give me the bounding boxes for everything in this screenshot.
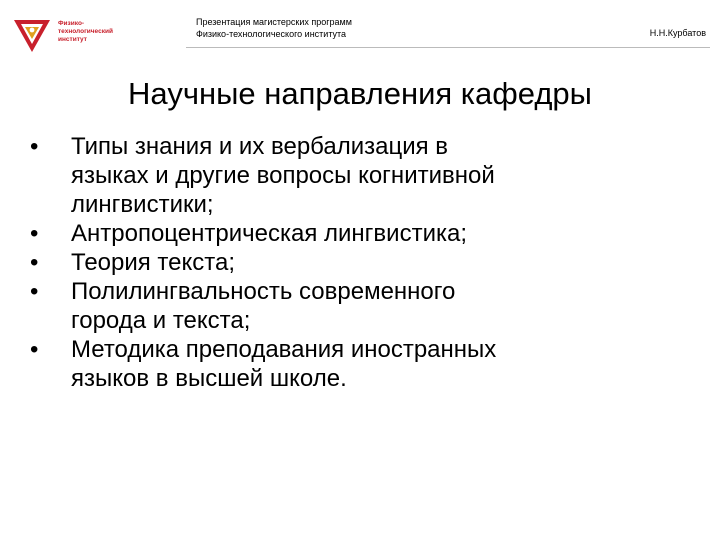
bullet-text-line: Методика преподавания иностранных (71, 336, 497, 363)
bullet-text-line: языков в высшей школе. (71, 365, 347, 392)
slide-title: Научные направления кафедры (128, 76, 592, 111)
header-line-2: Физико-технологического института (196, 29, 347, 39)
bullet-list (30, 132, 690, 393)
bullet-text-line: лингвистики; (71, 191, 214, 218)
header-caption (196, 16, 352, 40)
logo-line: Физико- (58, 20, 85, 27)
header-line-1: Презентация магистерских программ (196, 17, 352, 27)
bullet-text-line: города и текста; (71, 307, 251, 334)
institute-logo (12, 18, 162, 54)
bullet-marker: • (30, 220, 39, 247)
bullet-item (30, 132, 690, 219)
bullet-item (30, 335, 690, 393)
header-author: Н.Н.Курбатов (649, 28, 706, 38)
bullet-marker: • (30, 336, 39, 363)
bullet-item (30, 219, 690, 248)
bullet-marker: • (30, 133, 39, 160)
bullet-text-line: Полилингвальность современного (71, 278, 456, 305)
institute-logo-text (58, 20, 113, 44)
bullet-marker: • (30, 278, 39, 305)
bullet-marker: • (30, 249, 39, 276)
bullet-text-line: языках и другие вопросы когнитивной (71, 162, 495, 189)
bullet-text-line: Антропоцентрическая лингвистика; (71, 220, 468, 247)
logo-line: институт (58, 36, 87, 43)
header-divider (186, 47, 710, 48)
institute-emblem-icon (12, 18, 52, 54)
bullet-item (30, 277, 690, 335)
logo-line: технологический (58, 28, 113, 35)
bullet-item (30, 248, 690, 277)
bullet-text-line: Типы знания и их вербализация в (71, 133, 449, 160)
bullet-text-line: Теория текста; (71, 249, 236, 276)
